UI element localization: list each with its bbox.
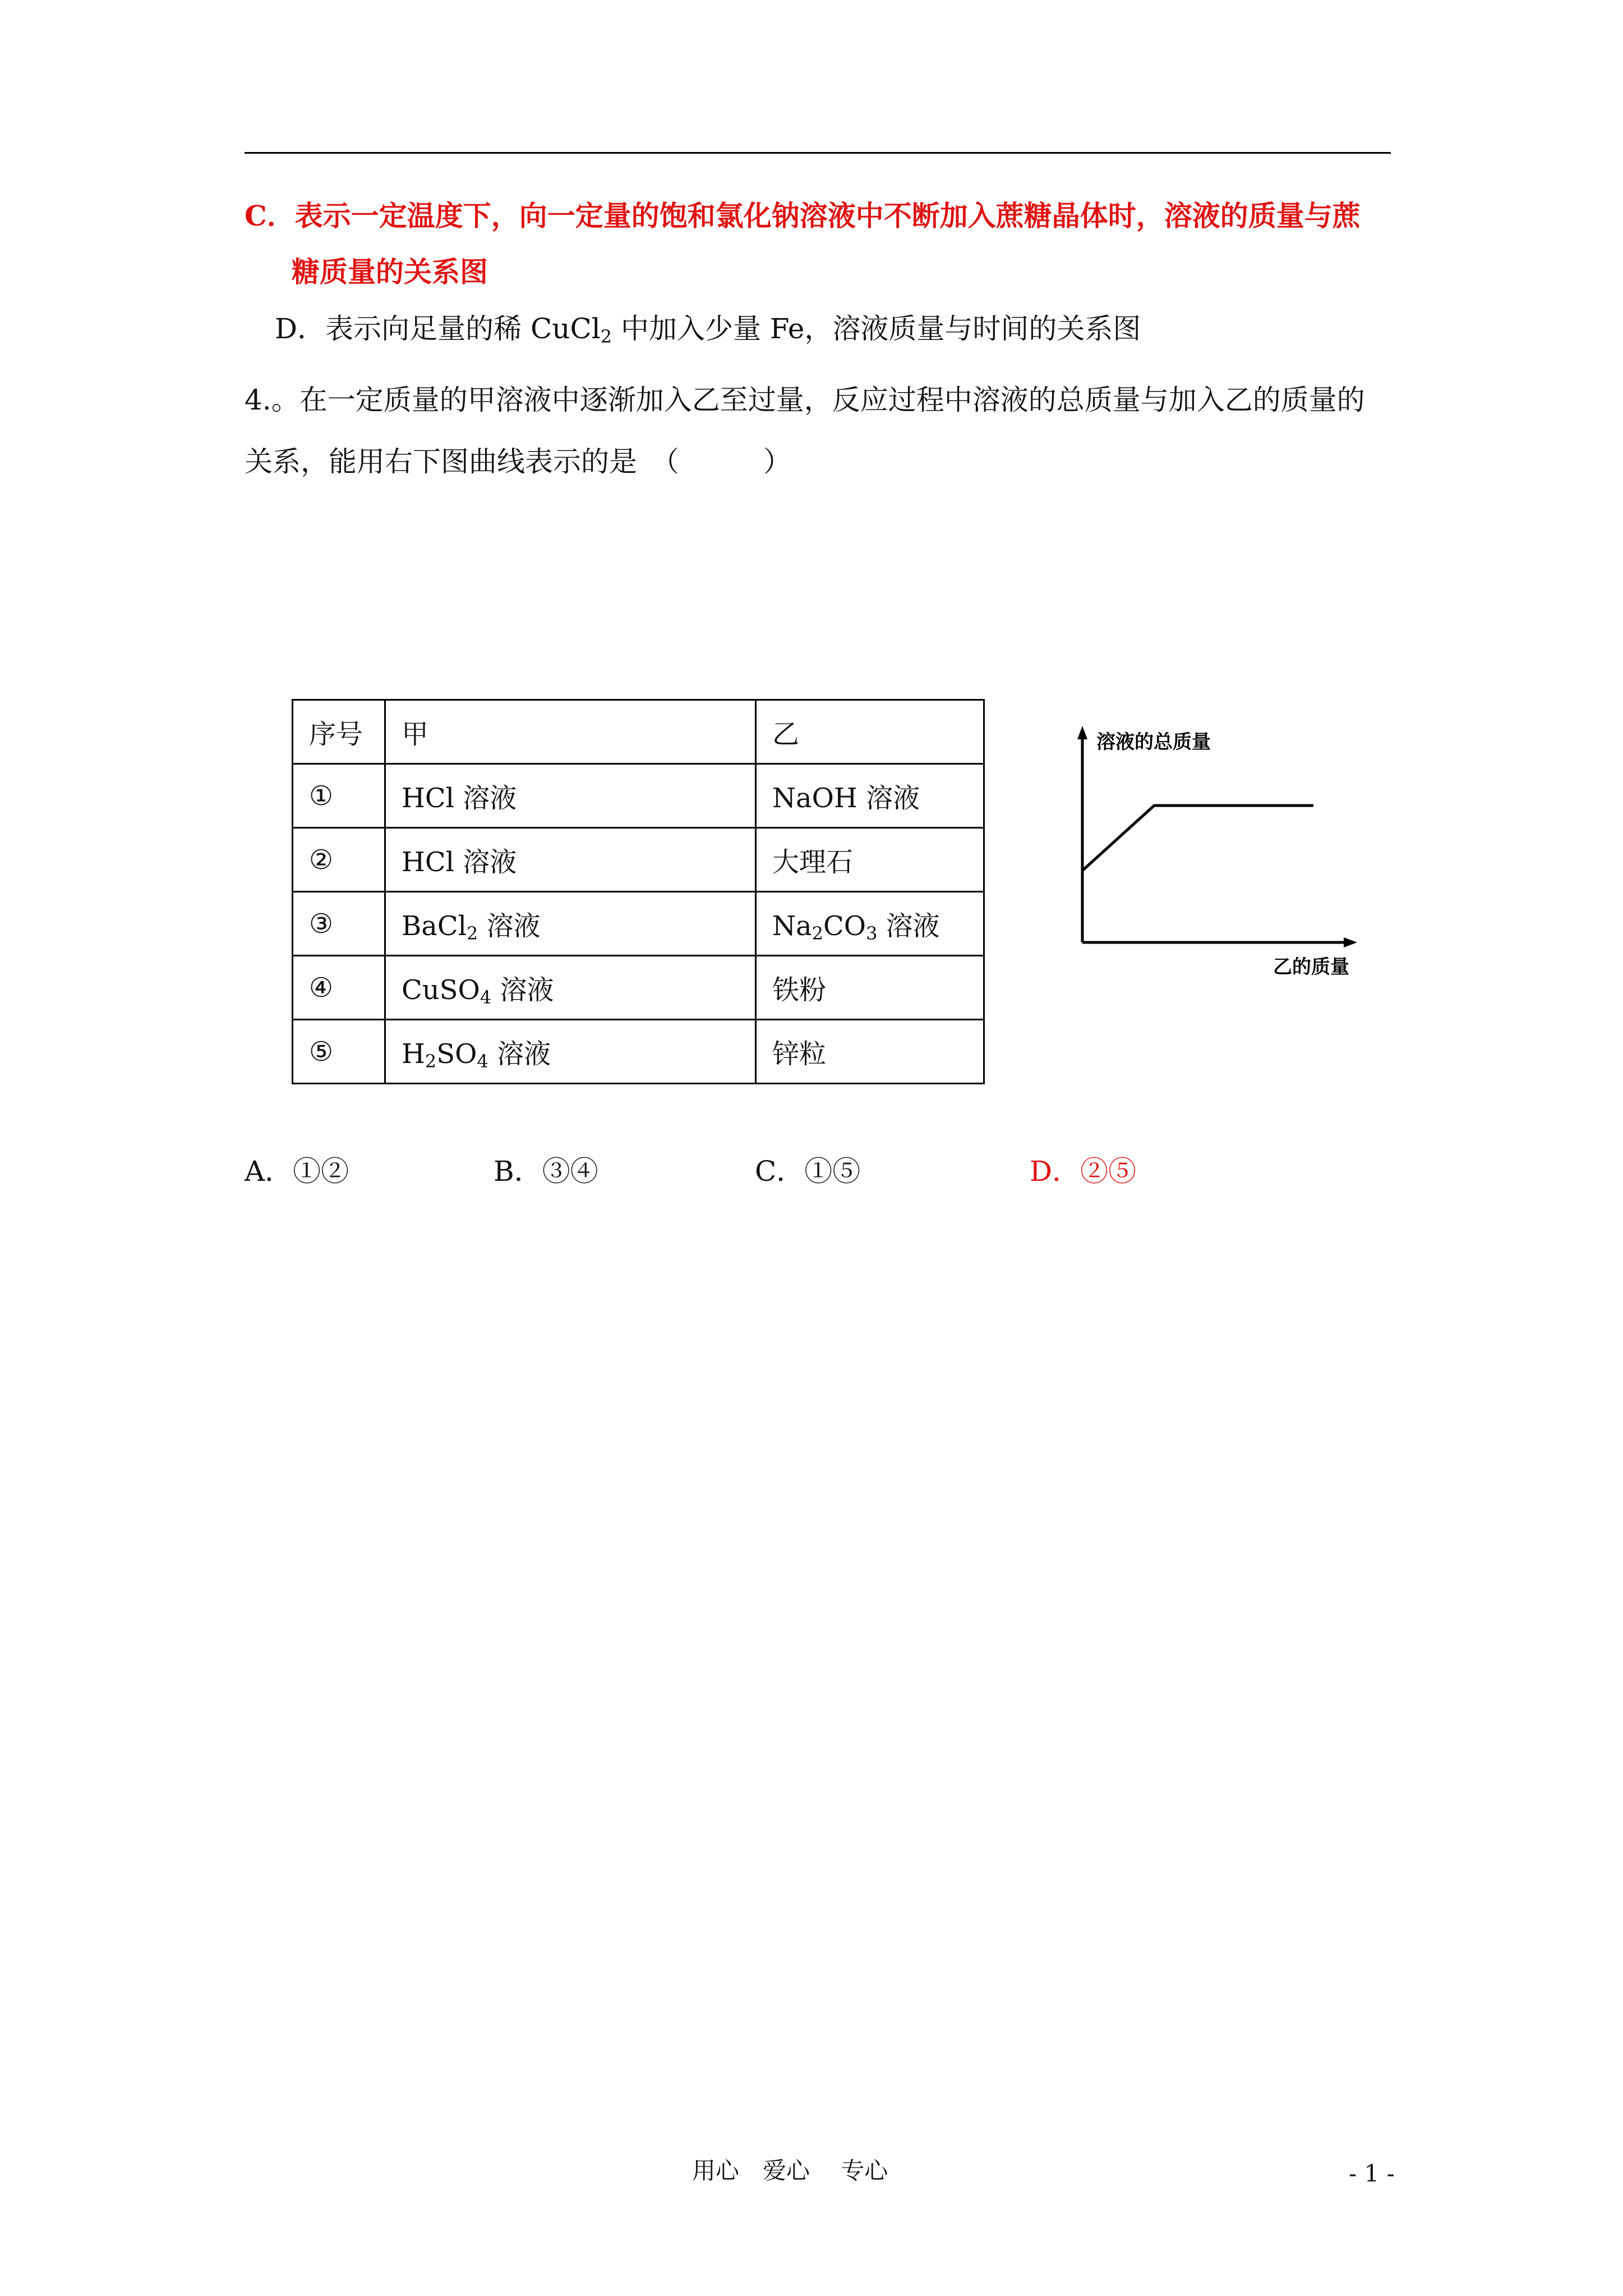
subscript: 2 [811,923,823,944]
cell-yi [756,764,984,828]
subscript: 2 [425,1051,437,1072]
question-d-suffix: 中加入少量 Fe，溶液质量与时间的关系图 [612,312,1141,345]
option-a: A．①② [245,1155,349,1188]
subscript: 4 [477,1051,488,1072]
y-axis-arrow [1077,726,1087,739]
x-axis-arrow [1344,937,1357,947]
mass-curve [1082,806,1313,871]
y-axis-label: 溶液的总质量 [1096,731,1211,753]
table-row [293,764,984,828]
row-number: ② [293,828,385,892]
cell-text: 铁粉 [772,974,827,1006]
header-rule [245,152,1391,154]
cell-text: BaCl [402,910,467,942]
table-row [293,956,984,1020]
x-axis-label: 乙的质量 [1273,956,1349,976]
footer-motto: 用心 爱心 专心 [692,2157,888,2184]
table-row [293,892,984,956]
cell-text: HCl 溶液 [402,783,517,814]
table-header-row [293,700,984,764]
option-c: C．①⑤ [755,1155,861,1188]
cell-text: CO [823,910,866,942]
cell-text: H [402,1038,425,1070]
row-number: ④ [293,956,385,1020]
header-jia: 甲 [385,700,756,764]
cell-text: 溶液 [491,974,554,1006]
cell-jia [385,1020,756,1084]
question-c-line2: 糖质量的关系图 [292,255,488,288]
cell-jia [385,892,756,956]
cell-yi [756,828,984,892]
cell-jia [385,828,756,892]
cell-text: 溶液 [877,910,940,942]
header-no: 序号 [293,700,385,764]
option-d: D．②⑤ [1030,1155,1137,1188]
reagent-table [292,699,985,1084]
cell-text: 大理石 [772,846,854,878]
subscript: 3 [866,923,878,944]
cell-yi [756,892,984,956]
cell-text: 溶液 [488,1038,551,1070]
cell-text: CuSO [402,974,480,1006]
row-number: ① [293,764,385,828]
cell-text: NaOH 溶液 [772,783,920,814]
question-c-line1: C．表示一定温度下，向一定量的饱和氯化钠溶液中不断加入蔗糖晶体时，溶液的质量与蔗 [245,199,1361,232]
question-4-line2: 关系，能用右下图曲线表示的是 （ ） [245,445,791,478]
cell-text: SO [436,1038,477,1070]
table-row [293,828,984,892]
cell-jia [385,764,756,828]
row-number: ③ [293,892,385,956]
question-d [275,312,1141,346]
cell-text: HCl 溶液 [402,846,517,878]
cell-yi [756,956,984,1020]
subscript: 4 [479,987,492,1008]
question-d-prefix: D．表示向足量的稀 CuCl [275,312,601,345]
question-d-sub: 2 [600,326,612,347]
page-number: - 1 - [1349,2160,1395,2187]
subscript: 2 [466,923,478,944]
row-number: ⑤ [293,1020,385,1084]
question-4-line1: 4.。在一定质量的甲溶液中逐渐加入乙至过量，反应过程中溶液的总质量与加入乙的质量的 [245,384,1365,416]
table-row [293,1020,984,1084]
header-yi: 乙 [756,700,984,764]
cell-yi [756,1020,984,1084]
cell-text: Na [772,910,812,942]
cell-text: 锌粒 [772,1038,827,1070]
option-b: B．③④ [494,1155,598,1188]
cell-jia [385,956,756,1020]
mass-curve-chart [1054,718,1368,976]
cell-text: 溶液 [478,910,541,942]
